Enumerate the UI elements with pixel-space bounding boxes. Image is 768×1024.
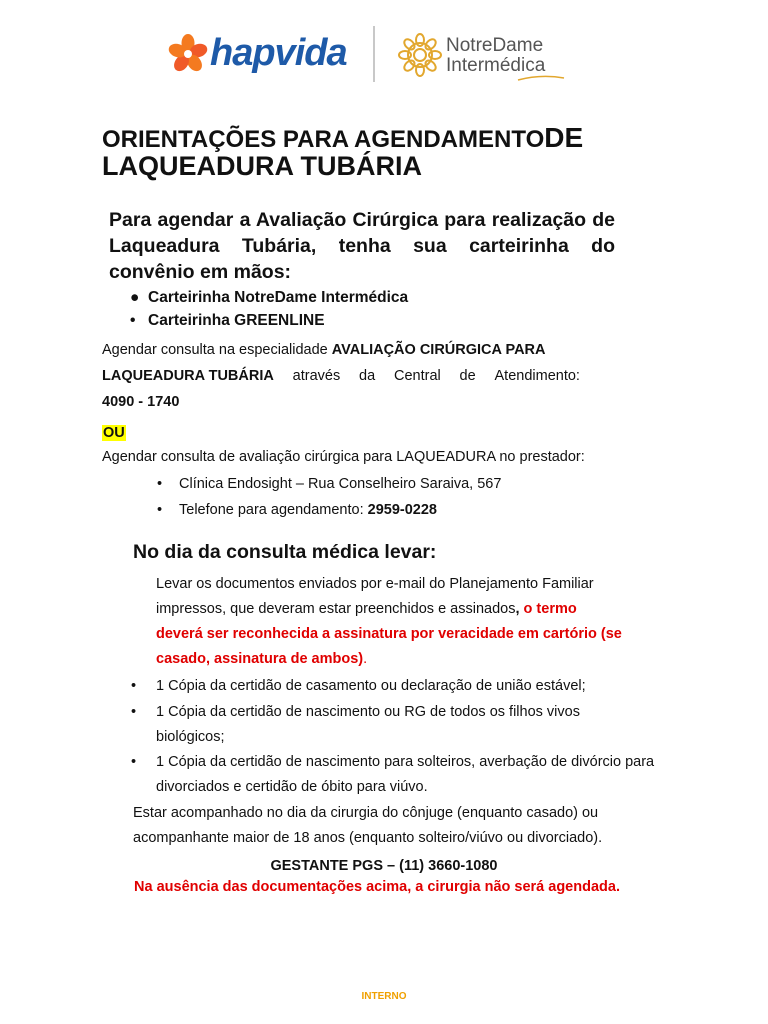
notredame-logo [398,30,588,82]
provider-item: • Telefone para agendamento: 2959-0228 [157,502,437,518]
specialty-name: AVALIAÇÃO CIRÚRGICA PARA [331,342,546,358]
intro-paragraph: Para agendar a Avaliação Cirúrgica para realização de Laqueadura Tubária, tenha sua carteirinha do convênio em mãos: [109,209,615,283]
document-item: • 1 Cópia da certidão de nascimento ou RG de todos os filhos vivos biológicos; [131,700,601,750]
title-part1: ORIENTAÇÕES PARA AGENDAMENTO [102,126,545,153]
title-line2: LAQUEADURA TUBÁRIA [102,151,422,181]
document-item: • 1 Cópia da certidão de casamento ou declaração de união estável; [131,674,656,699]
bullet-icon: • [131,704,137,720]
logo-divider [373,26,375,82]
consult-heading: No dia da consulta médica levar: [133,541,437,563]
schedule-paragraph: Agendar consulta na especialidade AVALIAÇÃO CIRÚRGICA PARA LAQUEADURA TUBÁRIA através da Central de Atendimento: 4090 - 1740 [102,342,580,410]
notredame-mandala-icon [398,33,442,77]
footer-classification: INTERNO [361,991,407,1002]
bullet-icon: • [157,502,163,518]
hapvida-flower-icon [166,32,210,76]
card-item [130,312,325,330]
notary-warning: o termo [519,601,577,617]
provider-item [157,476,501,492]
documents-paragraph: Levar os documentos enviados por e-mail do Planejamento Familiar impressos, que deveram estar preenchidos e assinados, o termo deverá ser reconhecida a assinatura por veracidade em cartório (se casado, assinatura de ambos). [156,576,622,667]
specialty-name-cont: LAQUEADURA TUBÁRIA [102,368,274,384]
notredame-swoosh-icon [516,74,566,82]
bullet-icon: ● [130,289,140,306]
notredame-logo-line2: Intermédica [446,55,546,76]
companion-paragraph: Estar acompanhado no dia da cirurgia do cônjuge (enquanto casado) ou acompanhante maior de 18 anos (enquanto solteiro/viúvo ou divorciado). [133,805,603,846]
hapvida-logo-text: hapvida [210,32,347,74]
bullet-icon: • [157,476,163,492]
card-label: Carteirinha NotreDame Intermédica [148,289,409,306]
bullet-icon: • [130,312,136,329]
title-part2: DE [544,122,584,153]
title-line1 [102,122,583,154]
card-label: Carteirinha GREENLINE [148,312,325,329]
central-phone: 4090 - 1740 [102,394,180,410]
provider-paragraph: Agendar consulta de avaliação cirúrgica para LAQUEADURA no prestador: [102,449,585,465]
provider-phone: 2959-0228 [367,502,437,518]
gestante-contact: GESTANTE PGS – (11) 3660-1080 [270,858,498,874]
clinic-address: Clínica Endosight – Rua Conselheiro Saraiva, 567 [179,476,502,492]
hapvida-logo [166,30,351,80]
or-label: OU [103,425,125,441]
notredame-logo-line1: NotreDame [446,35,544,56]
bullet-icon: • [131,678,137,694]
warning-text: Na ausência das documentações acima, a cirurgia não será agendada. [134,879,620,895]
bullet-icon: • [131,754,137,770]
document-item: • 1 Cópia da certidão de nascimento para solteiros, averbação de divórcio para divorciados e certidão de óbito para viúvo. [131,750,656,800]
card-item [130,289,408,307]
